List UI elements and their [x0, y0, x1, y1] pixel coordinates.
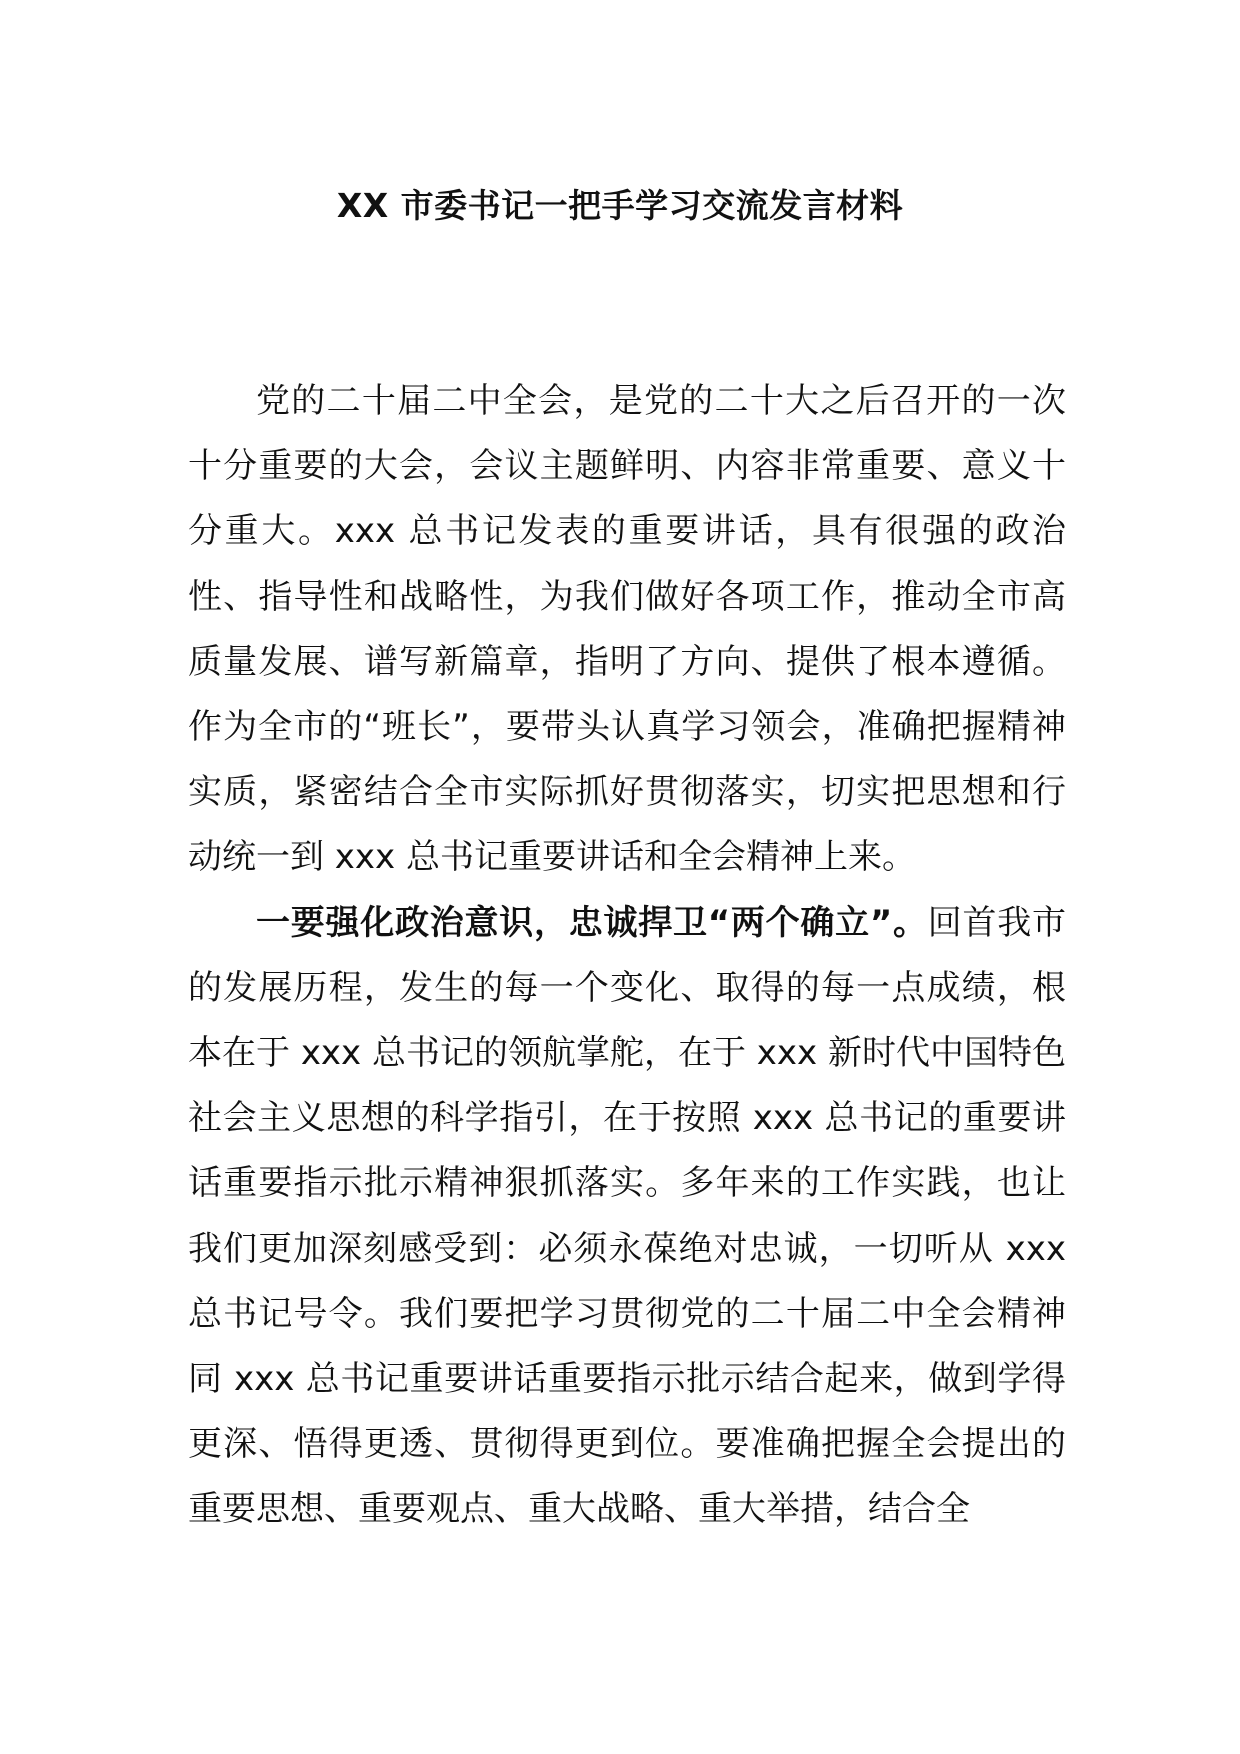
- paragraph-text: 党的二十届二中全会，是党的二十大之后召开的一次十分重要的大会，会议主题鲜明、内容非常重要、意义十分重大。xxx 总书记发表的重要讲话，具有很强的政治性、指导性和战略性，为我们做好各项工作，推动全市高质量发展、谱写新篇章，指明了方向、提供了根本遵循。作为全市的“班长”，要带头认真学习领会，准确把握精神实质，紧密结合全市实际抓好贯彻落实，切实把思想和行动统一到 xxx 总书记重要讲话和全会精神上来。: [188, 381, 1066, 878]
- document-title: XX 市委书记一把手学习交流发言材料: [336, 186, 904, 225]
- document-body: [188, 369, 1066, 1543]
- paragraph-point-one: [188, 891, 1066, 1543]
- paragraph-intro: [188, 369, 1066, 891]
- paragraph-lead: 一要强化政治意识，忠诚捍卫“两个确立”。: [256, 902, 928, 943]
- paragraph-text: 回首我市的发展历程，发生的每一个变化、取得的每一点成绩，根本在于 xxx 总书记的领航掌舵，在于 xxx 新时代中国特色社会主义思想的科学指引，在于按照 xxx 总书记的重要讲话重要指示批示精神狠抓落实。多年来的工作实践，也让我们更加深刻感受到：必须永葆绝对忠诚，一切听从 xxx 总书记号令。我们要把学习贯彻党的二十届二中全会精神同 xxx 总书记重要讲话重要指示批示结合起来，做到学得更深、悟得更透、贯彻得更到位。要准确把握全会提出的重要思想、重要观点、重大战略、重大举措，结合全: [188, 902, 1066, 1530]
